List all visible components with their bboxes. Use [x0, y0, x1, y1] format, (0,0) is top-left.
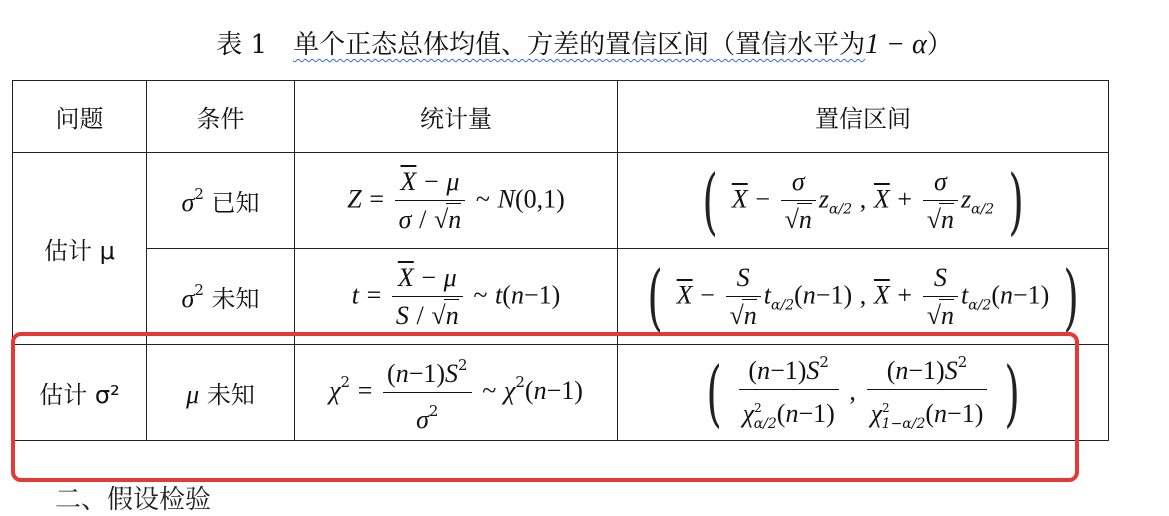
table-caption: [0, 24, 1169, 61]
highlight-box: [11, 332, 1079, 482]
problem-mean-label: 估计 μ: [44, 237, 115, 265]
header-problem: 问题: [13, 81, 147, 153]
condition-sigma-unknown: $\sigma^2$ 未知: [147, 249, 295, 345]
statistic-z: Z = $\frac{\overline{X} - \mu}{\sigma / √n}$ ~ N(0,1): [295, 153, 618, 249]
header-condition: 条件: [147, 81, 295, 153]
statistic-chi-square: $\chi^2$ = $\frac{(n-1)S^2}{\sigma^2}$ ~ $\chi^2(n-1)$: [295, 345, 618, 441]
table-row: [13, 249, 1109, 345]
next-section-heading: 二、假设检验: [55, 485, 212, 515]
table-row: [13, 153, 1109, 249]
interval-variance: ( $\frac{(n-1)S^2}{\chi^2_{\alpha/2}(n-1)}$ , $\frac{(n-1)S^2}{\chi^2_{1-\alpha/2}(n-1)}$ ): [618, 345, 1109, 441]
problem-variance-label: 估计 σ²: [39, 381, 120, 409]
statistic-t: t = $\frac{\overline{X} - \mu}{S / √n}$ ~ t(n−1): [295, 249, 618, 345]
header-statistic: 统计量: [295, 81, 618, 153]
header-interval: 置信区间: [618, 81, 1109, 153]
caption-title: 单个正态总体均值、方差的置信区间（置信水平为: [293, 30, 866, 60]
caption-close: ）: [926, 30, 953, 60]
interval-sigma-unknown: ( $\overline{X}$ − $\frac{S}{√n}$ $t_{\alpha/2}(n-1)$ , $\overline{X}$ + $\frac{S}{√n}$ $t_{\alpha/2}(n-1)$ ): [618, 249, 1109, 345]
header-row: [13, 81, 1109, 153]
caption-number: 表 1: [216, 30, 268, 60]
caption-math: 1 − α: [865, 29, 927, 60]
interval-sigma-known: ( $\overline{X}$ − $\frac{\sigma}{√n}$ $z_{\alpha/2}$ , $\overline{X}$ + $\frac{\sigma}{√n}$ $z_{\alpha/2}$ ): [618, 153, 1109, 249]
condition-sigma-known: $\sigma^2$ 已知: [147, 153, 295, 249]
problem-mean: [13, 153, 147, 345]
condition-mu-unknown: μ 未知: [147, 345, 295, 441]
